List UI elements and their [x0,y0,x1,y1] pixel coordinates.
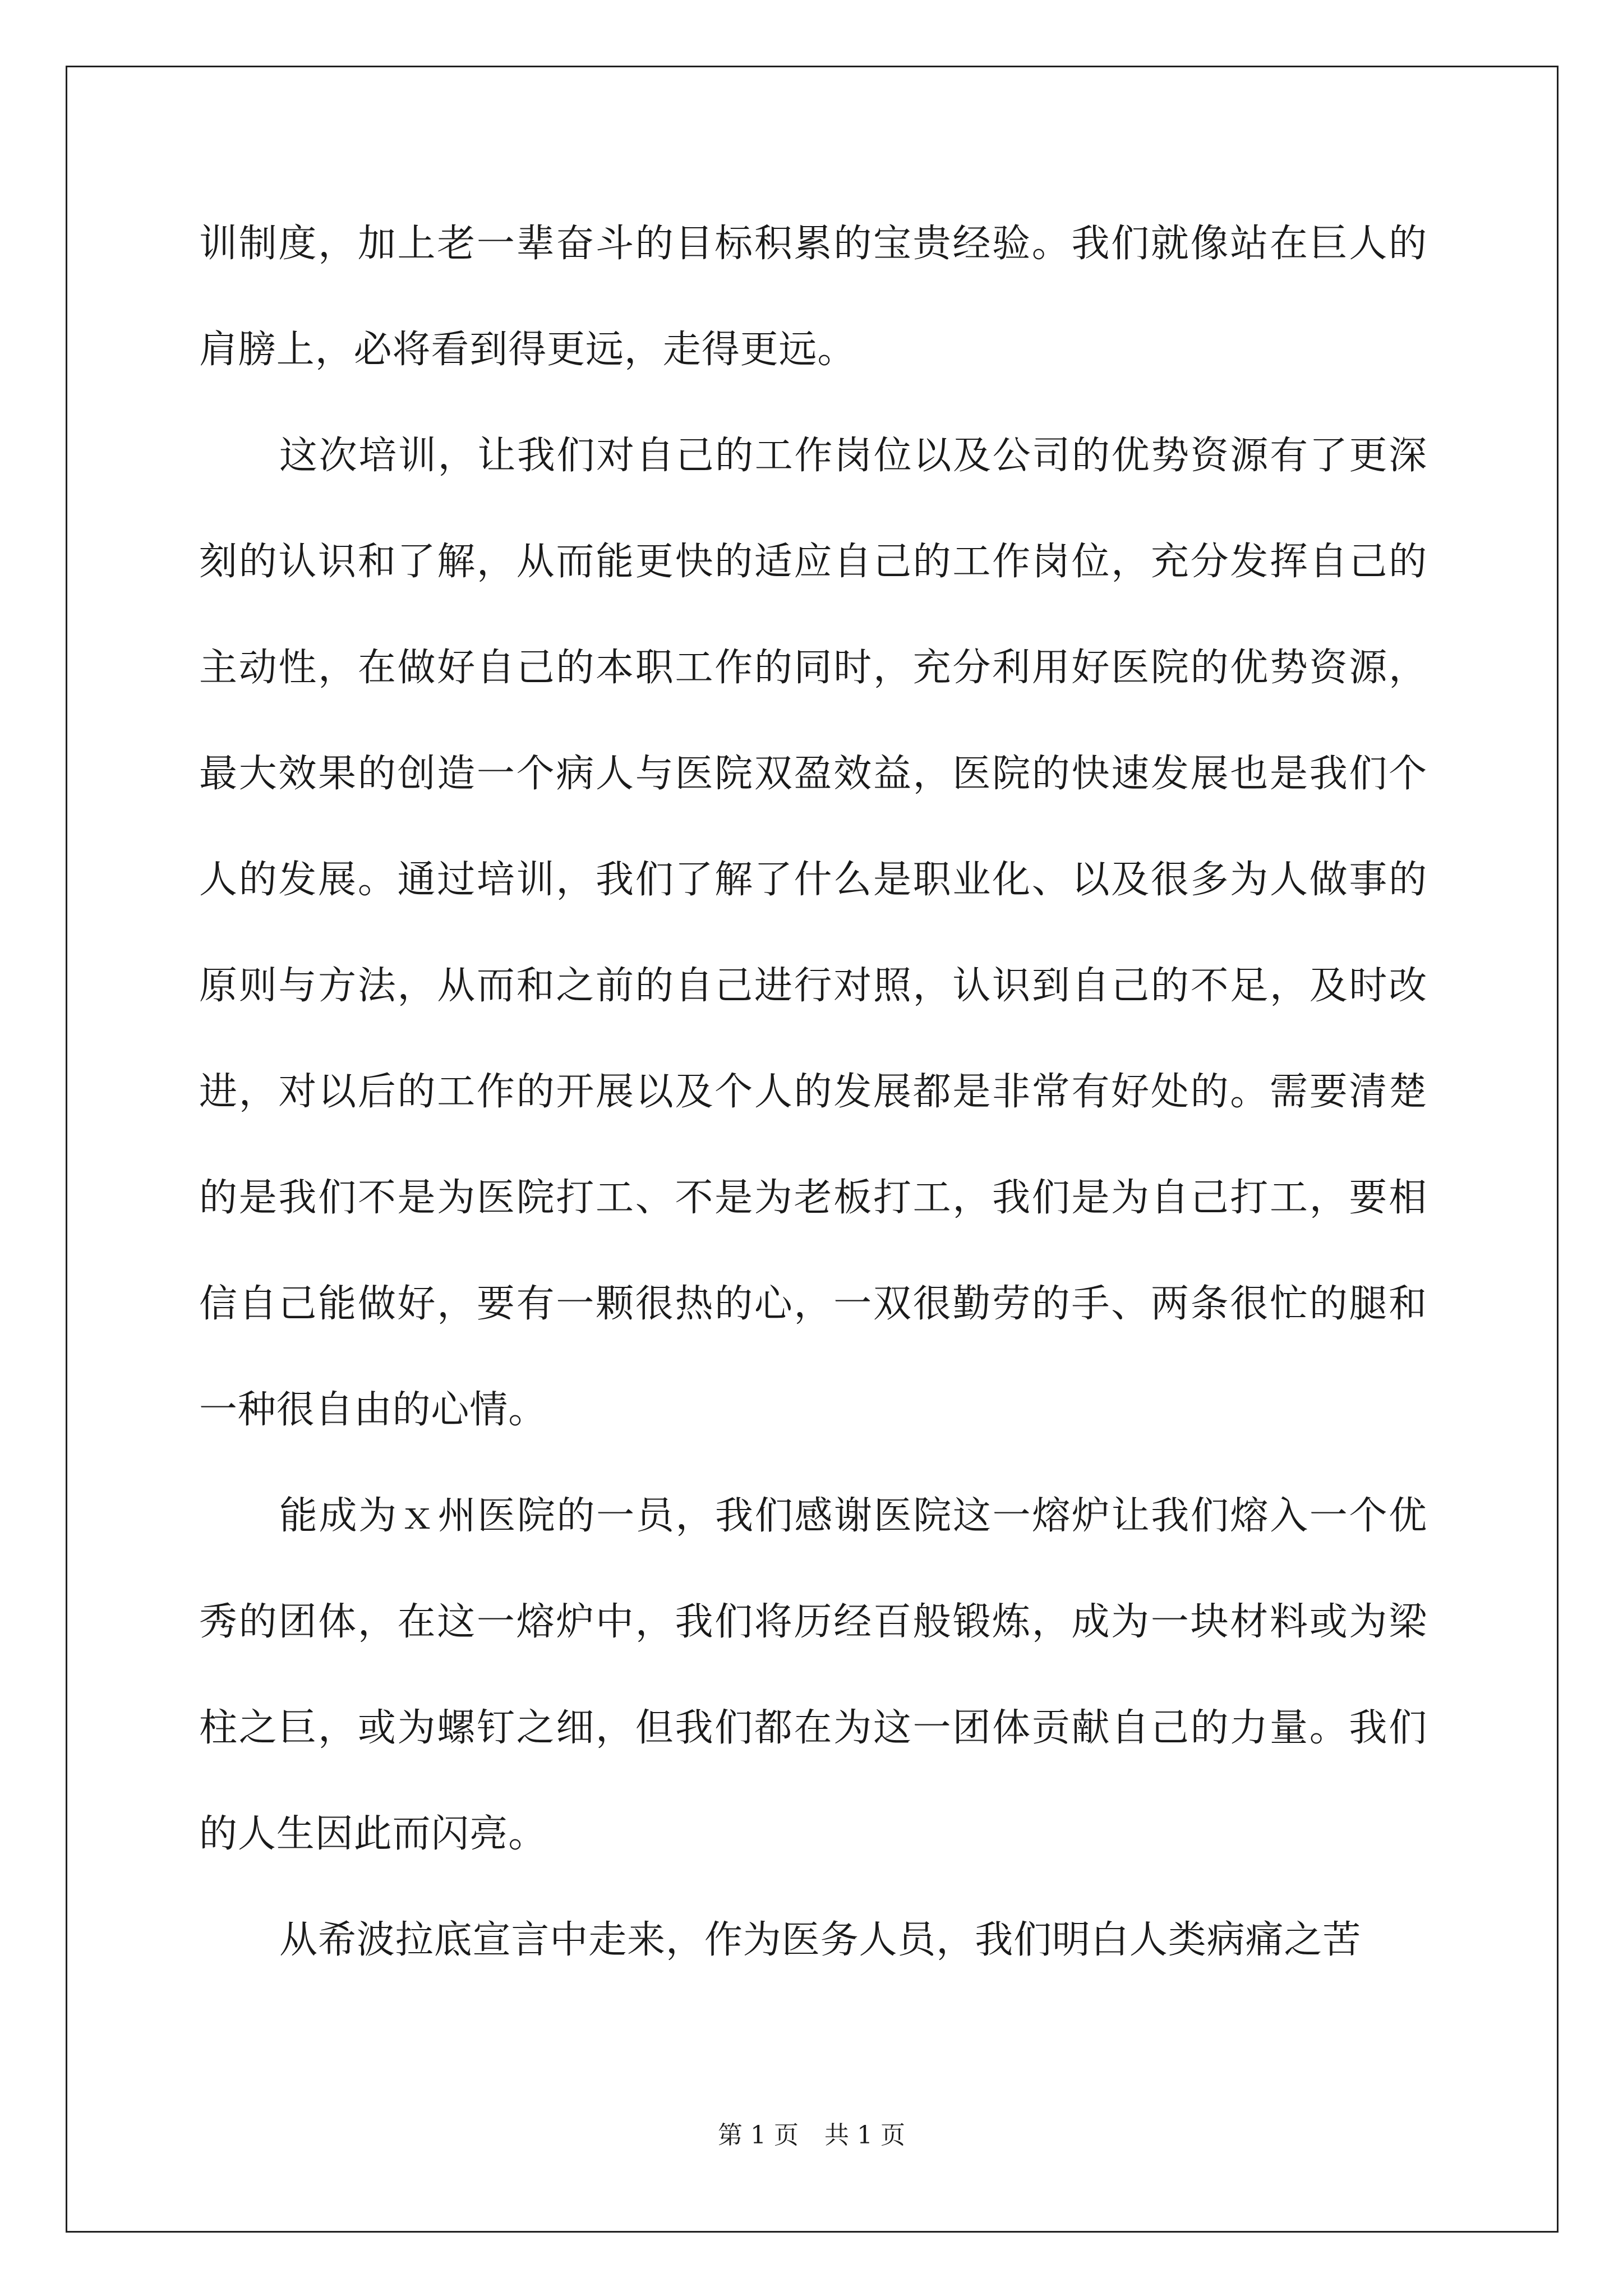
document-body [199,191,1427,1993]
paragraph: 能成为ｘ州医院的一员，我们感谢医院这一熔炉让我们熔入一个优秀的团体，在这一熔炉中，我们将历经百般锻炼，成为一块材料或为梁柱之巨，或为螺钉之细，但我们都在为这一团体贡献自己的力量。我们的人生因此而闪亮。 [199,1494,1427,1856]
paragraph: 训制度，加上老一辈奋斗的目标积累的宝贵经验。我们就像站在巨人的肩膀上，必将看到得更远，走得更远。 [199,222,1427,372]
page-number: 第 1 页 [718,2121,799,2150]
page-footer [0,2115,1623,2151]
paragraph: 这次培训，让我们对自己的工作岗位以及公司的优势资源有了更深刻的认识和了解，从而能更快的适应自己的工作岗位，充分发挥自己的主动性，在做好自己的本职工作的同时，充分利用好医院的优势资源，最大效果的创造一个病人与医院双盈效益，医院的快速发展也是我们个人的发展。通过培训，我们了解了什么是职业化、以及很多为人做事的原则与方法，从而和之前的自己进行对照，认识到自己的不足，及时改进，对以后的工作的开展以及个人的发展都是非常有好处的。需要清楚的是我们不是为医院打工、不是为老板打工，我们是为自己打工，要相信自己能做好，要有一颗很热的心，一双很勤劳的手、两条很忙的腿和一种很自由的心情。 [199,434,1427,1432]
page-total: 共 1 页 [824,2121,905,2150]
paragraph: 从希波拉底宣言中走来，作为医务人员，我们明白人类病痛之苦 [279,1918,1362,1962]
